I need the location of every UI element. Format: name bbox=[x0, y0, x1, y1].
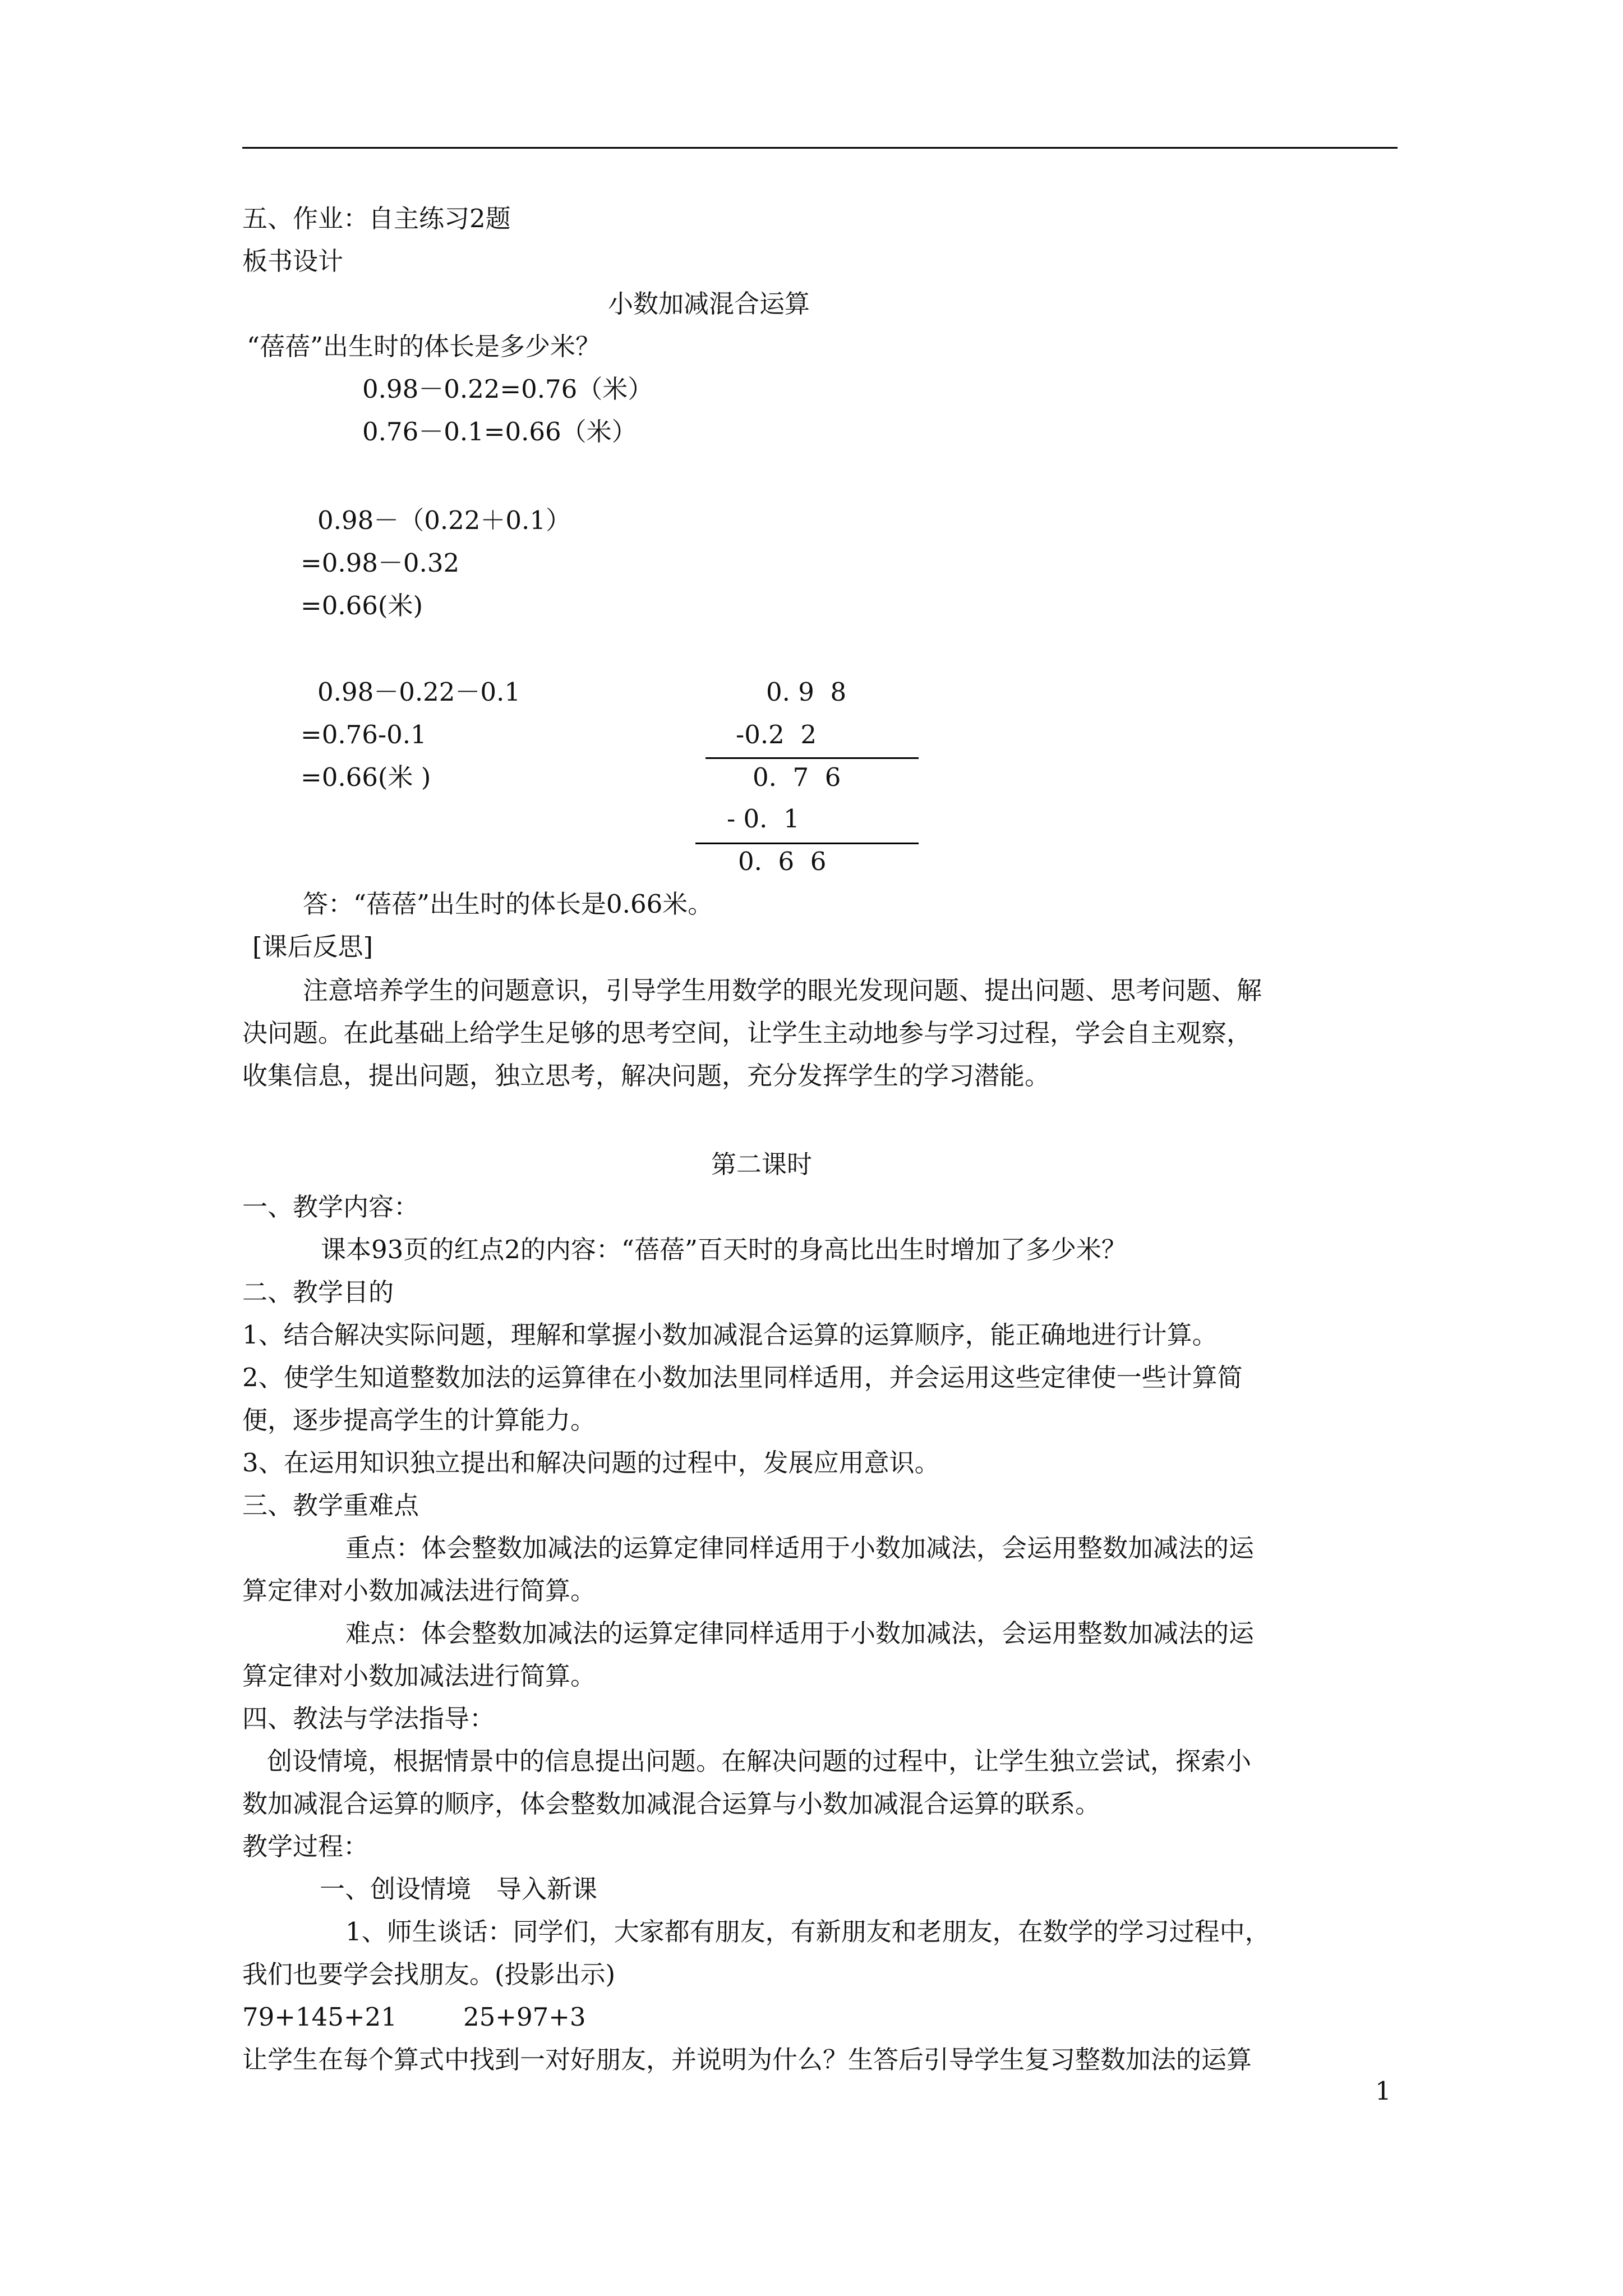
lesson2-title: 第二课时 bbox=[711, 1149, 813, 1179]
key-2a: 难点：体会整数加减法的运算定律同样适用于小数加减法，会运用整数加减法的运 bbox=[345, 1618, 1255, 1648]
content-heading: 一、教学内容： bbox=[242, 1192, 419, 1222]
vertical-row2: -0.2 2 bbox=[736, 720, 817, 749]
vertical-row5: 0. 6 6 bbox=[738, 846, 827, 876]
keys-heading: 三、教学重难点 bbox=[242, 1490, 419, 1520]
method3-line3: =0.66(米 ) bbox=[301, 762, 431, 792]
expression-2: 25+97+3 bbox=[463, 2002, 586, 2032]
reflection-heading: [课后反思] bbox=[252, 932, 374, 961]
board-design-heading: 板书设计 bbox=[242, 246, 344, 276]
key-2b: 算定律对小数加减法进行简算。 bbox=[242, 1661, 596, 1691]
method-text-a: 创设情境，根据情景中的信息提出问题。在解决问题的过程中，让学生独立尝试，探索小 bbox=[267, 1746, 1252, 1776]
goal-2a: 2、使学生知道整数加法的运算律在小数加法里同样适用，并会运用这些定律使一些计算简 bbox=[242, 1363, 1243, 1392]
goal-2b: 便，逐步提高学生的计算能力。 bbox=[242, 1405, 596, 1435]
last-line: 让学生在每个算式中找到一对好朋友，并说明为什么？生答后引导学生复习整数加法的运算 bbox=[242, 2045, 1252, 2074]
board-title: 小数加减混合运算 bbox=[608, 289, 810, 319]
vertical-row4: - 0. 1 bbox=[727, 804, 800, 834]
key-1a: 重点：体会整数加减法的运算定律同样适用于小数加减法，会运用整数加减法的运 bbox=[345, 1533, 1255, 1563]
method3-line2: =0.76-0.1 bbox=[301, 720, 427, 749]
step2-equation: 0.76－0.1=0.66（米） bbox=[362, 417, 637, 447]
talk-text-b: 我们也要学会找朋友。(投影出示) bbox=[242, 1959, 616, 1989]
method2-line1: 0.98－（0.22＋0.1） bbox=[317, 505, 571, 535]
key-1b: 算定律对小数加减法进行简算。 bbox=[242, 1576, 596, 1605]
method3-line1: 0.98－0.22－0.1 bbox=[317, 677, 520, 707]
content-text: 课本93页的红点2的内容：“蓓蓓”百天时的身高比出生时增加了多少米？ bbox=[321, 1235, 1127, 1264]
method-text-b: 数加减混合运算的顺序，体会整数加减混合运算与小数加减混合运算的联系。 bbox=[242, 1789, 1101, 1819]
step-heading: 一、创设情境 导入新课 bbox=[320, 1874, 598, 1904]
page-number: 1 bbox=[1375, 2076, 1391, 2106]
reflection-para-1: 注意培养学生的问题意识，引导学生用数学的眼光发现问题、提出问题、思考问题、解 bbox=[303, 976, 1262, 1005]
goal-1: 1、结合解决实际问题，理解和掌握小数加减混合运算的运算顺序，能正确地进行计算。 bbox=[242, 1320, 1218, 1350]
vertical-row3: 0. 7 6 bbox=[753, 762, 841, 792]
homework-line: 五、作业：自主练习2题 bbox=[242, 204, 511, 233]
reflection-para-3: 收集信息，提出问题，独立思考，解决问题，充分发挥学生的学习潜能。 bbox=[242, 1061, 1050, 1091]
question-line: “蓓蓓”出生时的体长是多少米？ bbox=[247, 332, 601, 361]
method2-line2: =0.98－0.32 bbox=[301, 548, 460, 578]
goals-heading: 二、教学目的 bbox=[242, 1277, 394, 1307]
step1-equation: 0.98－0.22=0.76（米） bbox=[362, 374, 653, 404]
vertical-rule-2 bbox=[695, 843, 919, 844]
expression-1: 79+145+21 bbox=[242, 2002, 397, 2032]
goal-3: 3、在运用知识独立提出和解决问题的过程中，发展应用意识。 bbox=[242, 1448, 940, 1478]
vertical-row1: 0. 9 8 bbox=[766, 677, 847, 707]
reflection-para-2: 决问题。在此基础上给学生足够的思考空间，让学生主动地参与学习过程，学会自主观察， bbox=[242, 1018, 1252, 1048]
method2-line3: =0.66(米) bbox=[301, 591, 423, 620]
talk-text-a: 1、师生谈话：同学们，大家都有朋友，有新朋友和老朋友，在数学的学习过程中， bbox=[345, 1917, 1270, 1947]
header-rule bbox=[242, 147, 1398, 149]
process-heading: 教学过程： bbox=[242, 1832, 369, 1861]
method-heading: 四、教法与学法指导： bbox=[242, 1704, 495, 1733]
vertical-rule-1 bbox=[706, 757, 919, 759]
answer-line: 答：“蓓蓓”出生时的体长是0.66米。 bbox=[303, 889, 713, 919]
